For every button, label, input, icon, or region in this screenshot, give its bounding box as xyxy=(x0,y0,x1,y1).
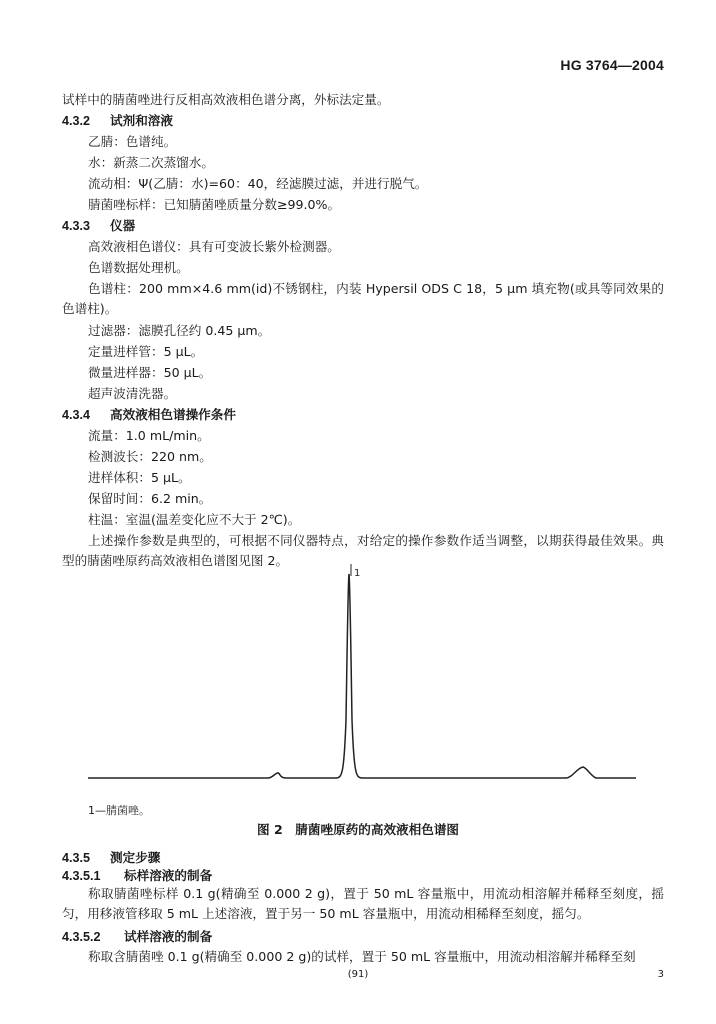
instrument-item: 定量进样管：5 μL。 xyxy=(88,344,204,359)
condition-item: 进样体积：5 μL。 xyxy=(88,470,191,485)
heading-number: 4.3.5 xyxy=(62,851,91,865)
heading-4-3-4 xyxy=(62,405,664,425)
heading-4-3-3 xyxy=(62,216,664,236)
heading-title: 试样溶液的制备 xyxy=(124,929,213,944)
page-number-right: 3 xyxy=(657,969,664,980)
figure-legend: 1—腈菌唑。 xyxy=(88,804,150,817)
instrument-item: 微量进样器：50 μL。 xyxy=(88,365,212,380)
heading-title: 试剂和溶液 xyxy=(110,113,173,128)
chromatogram-trace xyxy=(88,574,636,778)
heading-title: 测定步骤 xyxy=(110,850,161,865)
heading-number: 4.3.4 xyxy=(62,408,91,422)
standard-number: HG 3764—2004 xyxy=(560,57,664,73)
reagent-item: 乙腈：色谱纯。 xyxy=(88,134,177,149)
instrument-item: 高效液相色谱仪：具有可变波长紫外检测器。 xyxy=(88,239,340,254)
reagent-item: 流动相：Ψ(乙腈：水)=60：40，经滤膜过滤，并进行脱气。 xyxy=(88,176,428,191)
conditions-note: 上述操作参数是典型的，可根据不同仪器特点，对给定的操作参数作适当调整，以期获得最佳效果。典型的腈菌唑原药高效液相色谱图见图 2。 xyxy=(62,533,664,568)
condition-item: 检测波长：220 nm。 xyxy=(88,449,212,464)
page-number-center: (91) xyxy=(347,969,369,980)
peak-1-label: 1 xyxy=(354,568,361,579)
chromatogram xyxy=(88,560,636,800)
heading-number: 4.3.2 xyxy=(62,114,91,128)
reagent-item: 腈菌唑标样：已知腈菌唑质量分数≥99.0%。 xyxy=(88,197,341,212)
condition-item: 保留时间：6.2 min。 xyxy=(88,491,212,506)
heading-title: 高效液相色谱操作条件 xyxy=(110,407,236,422)
heading-number: 4.3.5.1 xyxy=(62,869,101,883)
heading-title: 标样溶液的制备 xyxy=(124,868,213,883)
condition-item: 流量：1.0 mL/min。 xyxy=(88,428,210,443)
instrument-item: 色谱数据处理机。 xyxy=(88,260,189,275)
instrument-item: 超声波清洗器。 xyxy=(88,386,177,401)
instrument-item: 过滤器：滤膜孔径约 0.45 μm。 xyxy=(88,323,271,338)
reagent-item: 水：新蒸二次蒸馏水。 xyxy=(88,155,214,170)
condition-item: 柱温：室温(温差变化应不大于 2℃)。 xyxy=(88,512,301,527)
heading-number: 4.3.3 xyxy=(62,219,91,233)
standard-solution-paragraph: 称取腈菌唑标样 0.1 g(精确至 0.000 2 g)，置于 50 mL 容量瓶中，用流动相溶解并稀释至刻度，摇匀，用移液管移取 5 mL 上述溶液，置于另一 50 mL 容量瓶中，用流动相稀释至刻度，摇匀。 xyxy=(62,886,664,921)
heading-4-3-5 xyxy=(62,848,664,868)
sample-solution-paragraph: 称取含腈菌唑 0.1 g(精确至 0.000 2 g)的试样，置于 50 mL 容量瓶中，用流动相溶解并稀释至刻 xyxy=(88,949,636,964)
heading-4-3-5-1 xyxy=(62,866,664,886)
heading-number: 4.3.5.2 xyxy=(62,930,101,944)
figure-caption: 图 2 腈菌唑原药的高效液相色谱图 xyxy=(256,822,460,837)
heading-4-3-5-2 xyxy=(62,927,664,947)
heading-title: 仪器 xyxy=(110,218,136,233)
heading-4-3-2 xyxy=(62,111,664,131)
intro-line: 试样中的腈菌唑进行反相高效液相色谱分离，外标法定量。 xyxy=(62,92,390,107)
column-paragraph: 色谱柱：200 mm×4.6 mm(id)不锈钢柱，内装 Hypersil ODS C 18，5 μm 填充物(或具等同效果的色谱柱)。 xyxy=(62,281,664,316)
